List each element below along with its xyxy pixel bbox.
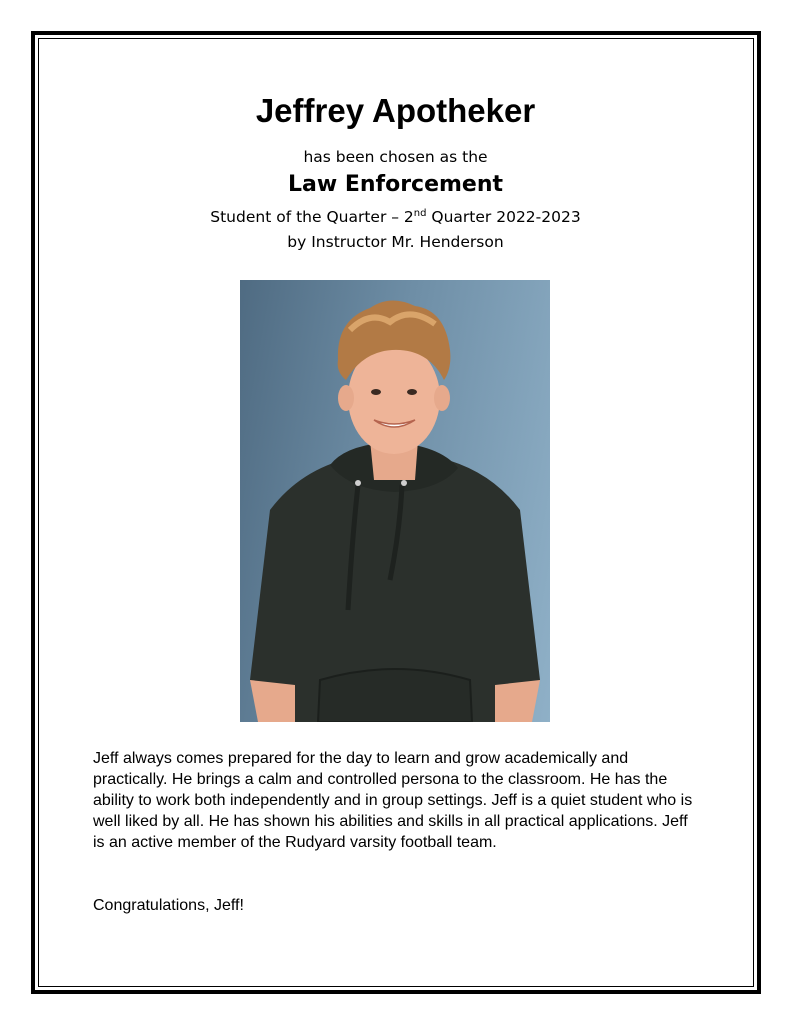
award-suffix: Quarter 2022-2023 bbox=[426, 208, 581, 226]
instructor-line: by Instructor Mr. Henderson bbox=[287, 233, 504, 251]
student-photo bbox=[240, 280, 550, 722]
award-line bbox=[0, 208, 791, 226]
student-bio: Jeff always comes prepared for the day to learn and grow academically and practically. He brings a calm and controlled persona to the classroom. He has the ability to work both independently and in group settings. Jeff is a quiet student who is well liked by all. He has shown his abilities and skills in all practical applications. Jeff is an active member of the Rudyard varsity football team. bbox=[93, 750, 693, 851]
award-superscript: nd bbox=[413, 207, 427, 219]
student-name: Jeffrey Apotheker bbox=[255, 92, 536, 129]
award-prefix: Student of the Quarter – 2 bbox=[210, 208, 414, 226]
congratulations-text: Congratulations, Jeff! bbox=[93, 897, 244, 914]
student-portrait-image bbox=[240, 280, 550, 722]
program-title: Law Enforcement bbox=[287, 172, 504, 197]
chosen-text: has been chosen as the bbox=[303, 148, 488, 166]
